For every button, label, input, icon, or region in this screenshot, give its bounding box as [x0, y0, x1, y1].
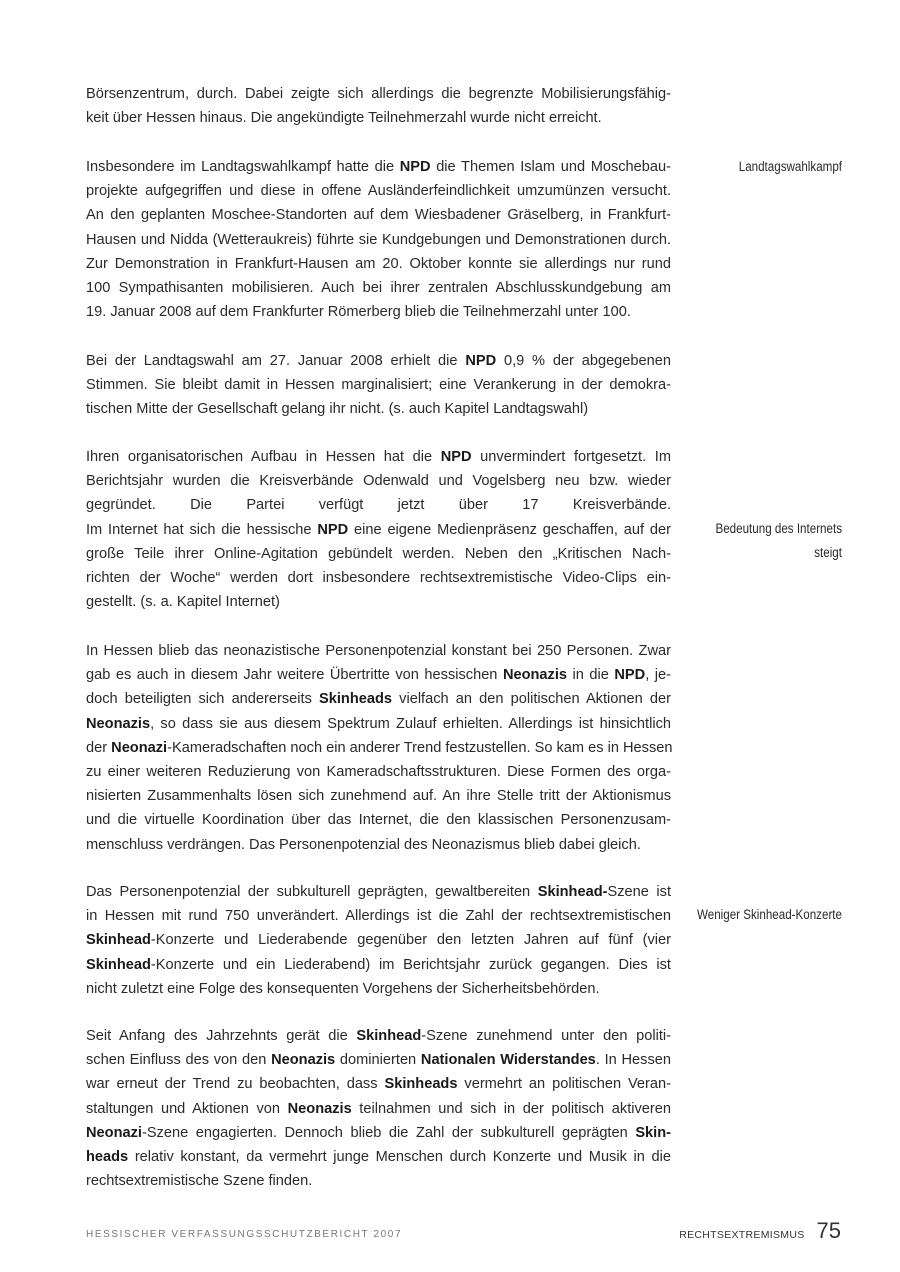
text-line [86, 566, 671, 590]
margin-note-text: Bedeutung des Internets [715, 521, 842, 536]
text-segment: Bei der Landtagswahl am 27. Januar 2008 erhielt die [86, 353, 466, 369]
footer-right [679, 1218, 841, 1244]
bold-term: NPD [317, 521, 349, 538]
text-segment: Insbesondere im Landtagswahlkampf hatte die [86, 159, 400, 175]
text-segment: 100 Sympathisanten mobilisieren. Auch bei ihrer zentralen Abschlusskundgebung am [86, 280, 671, 297]
text-segment: zu einer weiteren Reduzierung von Kameradschaftsstrukturen. Diese Formen des orga- [86, 764, 671, 781]
text-line [86, 1024, 671, 1048]
text-segment: -Konzerte und Liederabende gegenüber den letzten Jahren auf fünf (vier [150, 932, 671, 949]
text-segment: große Teile ihrer Online-Agitation gebündelt werden. Neben den „Kritischen Nach- [86, 545, 671, 562]
text-segment: An den geplanten Moschee-Standorten auf dem Wiesbadener Gräselberg, in Frankfurt- [86, 207, 671, 224]
text-line [86, 349, 671, 373]
text-segment: nicht zuletzt eine Folge des konsequenten Vorgehens der Sicherheitsbehörden. [86, 980, 600, 997]
text-line [86, 639, 671, 663]
paragraph-4 [86, 445, 671, 614]
text-segment: staltungen und Aktionen von [86, 1100, 288, 1117]
paragraph-7 [86, 1024, 671, 1193]
text-line [86, 542, 671, 566]
text-line [86, 904, 671, 928]
text-segment: dominierten [335, 1052, 421, 1069]
text-line [86, 760, 671, 784]
text-segment: Hausen und Nidda (Wetteraukreis) führte sie Kundgebungen und Demonstrationen durch. [86, 231, 671, 248]
text-line [86, 687, 671, 711]
text-segment: menschluss verdrängen. Das Personenpotenzial des Neonazismus blieb dabei gleich. [86, 836, 641, 853]
text-segment: teilnahmen und sich in der politisch aktiveren [351, 1100, 671, 1117]
paragraph-3 [86, 349, 671, 422]
text-segment: . In Hessen [595, 1052, 671, 1069]
text-line [86, 179, 671, 203]
bold-term: Skinhead- [537, 884, 608, 900]
text-segment: -Szene engagierten. Dennoch blieb die Zahl der subkulturell geprägten [141, 1124, 636, 1141]
text-line [86, 228, 671, 252]
text-segment: Stimmen. Sie bleibt damit in Hessen marginalisiert; eine Verankerung in der demokra- [86, 377, 671, 394]
text-line [86, 469, 671, 493]
text-segment: vermehrt an politischen Veran- [457, 1076, 671, 1093]
text-segment: , je- [645, 667, 671, 684]
text-line [86, 590, 671, 614]
text-segment: -Konzerte und ein Liederabend) im Berichtsjahr zurück gegangen. Dies ist [150, 956, 671, 973]
text-line [86, 276, 671, 300]
text-segment: tischen Mitte der Gesellschaft gelang ihr nicht. (s. auch Kapitel Landtagswahl) [86, 401, 589, 418]
text-line [86, 300, 671, 324]
text-segment: , so dass sie aus diesem Spektrum Zulauf erhielten. Allerdings ist hinsichtlich [150, 715, 671, 732]
text-line [86, 1048, 671, 1072]
text-segment: Berichtsjahr wurden die Kreisverbände Odenwald und Vogelsberg neu bzw. wieder [86, 473, 671, 490]
text-line [86, 808, 671, 832]
bold-term: NPD [614, 667, 646, 684]
text-segment: die Themen Islam und Moschebau- [430, 159, 671, 175]
bold-term: Skinheads [384, 1076, 458, 1093]
text-segment: gestellt. (s. a. Kapitel Internet) [86, 594, 280, 611]
text-segment: relativ konstant, da vermehrt junge Menschen durch Konzerte und Musik in die [128, 1149, 671, 1166]
text-segment: -Kameradschaften noch ein anderer Trend festzustellen. So kam es in Hessen [167, 739, 673, 756]
text-line [86, 1097, 671, 1121]
text-segment: Seit Anfang des Jahrzehnts gerät die [86, 1028, 357, 1044]
text-line [86, 397, 671, 421]
text-segment: vielfach an den politischen Aktionen der [392, 691, 671, 708]
footer-publication-title: HESSISCHER VERFASSUNGSSCHUTZBERICHT 2007 [86, 1229, 403, 1240]
bold-term: Nationalen Widerstandes [420, 1052, 596, 1069]
text-line [86, 977, 671, 1001]
text-segment: projekte aufgegriffen und diese in offene Ausländerfeindlichkeit umzumünzen versucht. [86, 183, 671, 200]
text-line [86, 784, 671, 808]
text-segment: der [86, 739, 112, 756]
text-segment: nisierten Zusammenhalts lösen sich zunehmend auf. An ihre Stelle tritt der Aktionismus [86, 788, 671, 805]
bold-term: NPD [465, 353, 497, 369]
text-line [86, 928, 671, 952]
text-line [86, 712, 671, 736]
bold-term: NPD [399, 159, 431, 175]
margin-note-text: Weniger Skinhead-Konzerte [696, 907, 842, 922]
text-segment: 19. Januar 2008 auf dem Frankfurter Römerberg blieb die Teilnehmerzahl unter 100. [86, 304, 631, 321]
text-segment: rechtsextremistische Szene finden. [86, 1173, 313, 1190]
text-segment: -Szene zunehmend unter den politi- [421, 1028, 672, 1044]
text-segment: Das Personenpotenzial der subkulturell geprägten, gewaltbereiten [86, 884, 538, 900]
bold-term: Neonazis [502, 667, 568, 684]
bold-term: Skinhead [86, 932, 151, 949]
text-segment: in die [567, 667, 615, 684]
text-segment: 0,9 % der abgegebenen [496, 353, 671, 369]
text-segment: und die virtuelle Koordination über das Internet, die den klassischen Personenzusam- [86, 812, 671, 829]
text-segment: Börsenzentrum, durch. Dabei zeigte sich allerdings die begrenzte Mobilisierungsfähig- [86, 86, 671, 102]
margin-note-skinhead [696, 903, 842, 927]
text-line [86, 106, 671, 130]
margin-note-landtagswahlkampf [696, 155, 842, 179]
text-line [86, 880, 671, 904]
text-segment: Szene ist [607, 884, 672, 900]
text-line [86, 82, 671, 106]
bold-term: NPD [440, 449, 472, 465]
text-line [86, 252, 671, 276]
bold-term: Skinheads [319, 691, 393, 708]
paragraph-5 [86, 639, 671, 857]
paragraph-2 [86, 155, 671, 324]
bold-term: heads [86, 1149, 129, 1166]
text-line [86, 1145, 671, 1169]
text-line [86, 953, 671, 977]
bold-term: Neonazi [111, 739, 168, 756]
bold-term: Neonazi [86, 1124, 142, 1141]
margin-note-text: Landtagswahlkampf [738, 159, 842, 174]
text-line [86, 1121, 671, 1145]
text-segment: war erneut der Trend zu beobachten, dass [86, 1076, 385, 1093]
text-segment: gegründet. Die Partei verfügt jetzt über 17 Kreisverbände. [86, 497, 671, 514]
text-segment: richten der Woche“ werden dort insbesondere rechtsextremistische Video-Clips ein- [86, 570, 671, 587]
text-segment: Im Internet hat sich die hessische [86, 521, 318, 538]
bold-term: Neonazis [86, 715, 151, 732]
text-line [86, 203, 671, 227]
text-line [86, 1072, 671, 1096]
paragraph-1 [86, 82, 671, 130]
text-segment: schen Einfluss des von den [86, 1052, 272, 1069]
text-segment: gab es auch in diesem Jahr weitere Übertritte von hessischen [86, 667, 503, 684]
text-segment: Ihren organisatorischen Aufbau in Hessen hat die [86, 449, 441, 465]
text-line [86, 493, 671, 517]
text-segment: in Hessen mit rund 750 unverändert. Allerdings ist die Zahl der rechtsextremistischen [86, 908, 671, 925]
text-line [86, 445, 671, 469]
margin-note-text: steigt [814, 545, 842, 560]
bold-term: Skinhead [86, 956, 151, 973]
text-segment: Zur Demonstration in Frankfurt-Hausen am 20. Oktober konnte sie allerdings nur rund [86, 255, 671, 272]
bold-term: Neonazis [271, 1052, 336, 1069]
text-line [86, 736, 671, 760]
text-segment: In Hessen blieb das neonazistische Personenpotenzial konstant bei 250 Personen. Zwar [86, 643, 671, 659]
text-line [86, 1169, 671, 1193]
bold-term: Skin- [635, 1124, 671, 1141]
text-line [86, 833, 671, 857]
bold-term: Skinhead [356, 1028, 422, 1044]
text-line [86, 155, 671, 179]
text-segment: eine eigene Medienpräsenz geschaffen, auf der [348, 521, 671, 538]
text-segment: keit über Hessen hinaus. Die angekündigte Teilnehmerzahl wurde nicht erreicht. [86, 110, 602, 127]
footer-section-title: RECHTSEXTREMISMUS [679, 1229, 805, 1241]
text-line [86, 518, 671, 542]
text-segment: doch beteiligten sich andererseits [86, 691, 320, 708]
text-line [86, 373, 671, 397]
paragraph-6 [86, 880, 671, 1001]
page-number: 75 [816, 1218, 841, 1243]
margin-note-internet [696, 517, 842, 565]
text-segment: unvermindert fortgesetzt. Im [471, 449, 671, 465]
bold-term: Neonazis [287, 1100, 352, 1117]
text-line [86, 663, 671, 687]
